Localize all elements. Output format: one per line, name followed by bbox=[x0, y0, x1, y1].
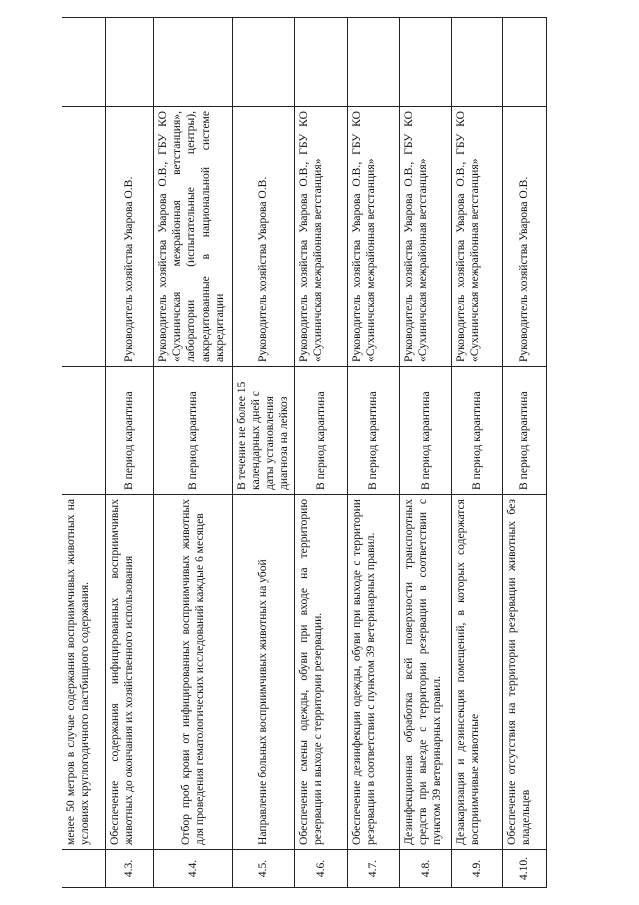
measure-cell: Дезакаризация и дезинсекция помещений, в которых содержатся восприимчивые животные bbox=[452, 495, 502, 850]
row-number: 4.6. bbox=[295, 850, 347, 888]
measure-cell: Обеспечение дезинфекции одежды, обуви при выходе с территории резервации в соответствии с пунктом 39 ветеринарных правил. bbox=[347, 495, 399, 850]
measure-cell: Дезинфекционная обработка всей поверхности транспортных средств при выезде с территории резервации в соответствии с пунктом 39 ветеринарных правил. bbox=[399, 495, 451, 850]
note-cell bbox=[399, 18, 451, 107]
table-row bbox=[232, 18, 294, 888]
table-row bbox=[399, 18, 451, 888]
responsible-cell: Руководитель хозяйства Уварова О.В., ГБУ КО «Сухиничская межрайонная ветстанция», лаборатории (испытательные центры), аккредитованные в национальной системе аккредитации bbox=[154, 107, 233, 367]
row-number: 4.4. bbox=[154, 850, 233, 888]
table-row bbox=[347, 18, 399, 888]
row-number: 4.3. bbox=[105, 850, 153, 888]
responsible-cell: Руководитель хозяйства Уварова О.В. bbox=[232, 107, 294, 367]
row-number: 4.5. bbox=[232, 850, 294, 888]
term-cell: В течение не более 15 календарных дней с даты установления диагноза на лейкоз bbox=[232, 367, 294, 495]
term-cell: В период карантина bbox=[295, 367, 347, 495]
term-cell bbox=[62, 367, 105, 495]
responsible-cell: Руководитель хозяйства Уварова О.В. bbox=[502, 107, 546, 367]
measure-cell: Направление больных восприимчивых животных на убой bbox=[232, 495, 294, 850]
measure-cell: Отбор проб крови от инфицированных восприимчивых животных для проведения гематологических исследований каждые 6 месяцев bbox=[154, 495, 233, 850]
responsible-cell bbox=[62, 107, 105, 367]
term-cell: В период карантина bbox=[347, 367, 399, 495]
note-cell bbox=[502, 18, 546, 107]
table-row bbox=[502, 18, 546, 888]
table-row bbox=[154, 18, 233, 888]
rotated-table-page bbox=[62, 18, 547, 888]
row-number: 4.7. bbox=[347, 850, 399, 888]
table-row bbox=[295, 18, 347, 888]
note-cell bbox=[295, 18, 347, 107]
term-cell: В период карантина bbox=[154, 367, 233, 495]
responsible-cell: Руководитель хозяйства Уварова О.В., ГБУ КО «Сухиничская межрайонная ветстанция» bbox=[452, 107, 502, 367]
term-cell: В период карантина bbox=[502, 367, 546, 495]
note-cell bbox=[232, 18, 294, 107]
table-row bbox=[105, 18, 153, 888]
row-number: 4.10. bbox=[502, 850, 546, 888]
responsible-cell: Руководитель хозяйства Уварова О.В., ГБУ КО «Сухиничская межрайонная ветстанция» bbox=[295, 107, 347, 367]
measure-cell: Обеспечение содержания инфицированных восприимчивых животных до окончания их хозяйственного использования bbox=[105, 495, 153, 850]
note-cell bbox=[154, 18, 233, 107]
note-cell bbox=[62, 18, 105, 107]
note-cell bbox=[347, 18, 399, 107]
measure-cell: Обеспечение отсутствия на территории резервации животных без владельцев bbox=[502, 495, 546, 850]
responsible-cell: Руководитель хозяйства Уварова О.В., ГБУ КО «Сухиничская межрайонная ветстанция» bbox=[399, 107, 451, 367]
note-cell bbox=[452, 18, 502, 107]
term-cell: В период карантина bbox=[452, 367, 502, 495]
row-number bbox=[62, 850, 105, 888]
table-row bbox=[62, 18, 105, 888]
responsible-cell: Руководитель хозяйства Уварова О.В., ГБУ КО «Сухиничская межрайонная ветстанция» bbox=[347, 107, 399, 367]
quarantine-measures-table bbox=[62, 17, 547, 888]
term-cell: В период карантина bbox=[399, 367, 451, 495]
note-cell bbox=[105, 18, 153, 107]
measure-cell: менее 50 метров в случае содержания восприимчивых животных на условиях круглогодичного пастбищного содержания. bbox=[62, 495, 105, 850]
measure-cell: Обеспечение смены одежды, обуви при входе на территорию резервации и выходе с территории резервации. bbox=[295, 495, 347, 850]
table-row bbox=[452, 18, 502, 888]
term-cell: В период карантина bbox=[105, 367, 153, 495]
responsible-cell: Руководитель хозяйства Уварова О.В. bbox=[105, 107, 153, 367]
row-number: 4.9. bbox=[452, 850, 502, 888]
row-number: 4.8. bbox=[399, 850, 451, 888]
